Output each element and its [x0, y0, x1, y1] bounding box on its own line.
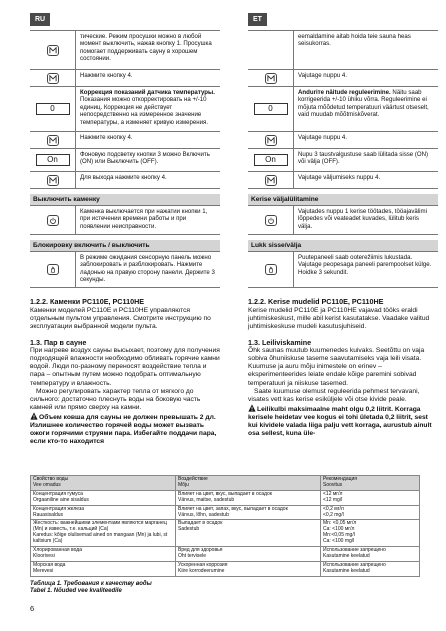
- step-text: [294, 132, 438, 148]
- button-icon-cell: [248, 149, 294, 171]
- column-et: [248, 30, 438, 438]
- step-text: [76, 149, 220, 171]
- step-text: [76, 132, 220, 148]
- step-text: Puutepaneeli saab ooterežiimis lukustada. Vajutage peopesaga paneeli parempoolset külge. Hoidke 3 sekundit.: [298, 254, 432, 276]
- step-row: [248, 70, 438, 87]
- button-icon-cell: [30, 206, 76, 234]
- button-icon-cell: [248, 70, 294, 86]
- button-icon-cell: [248, 206, 294, 234]
- step-row: [30, 132, 220, 149]
- section-heading: Блокировку включить / выключить: [30, 240, 220, 251]
- table-cell: Морская вода Merevesi: [31, 561, 176, 576]
- column-header: Воздействие Mõju: [176, 476, 321, 491]
- button-icon-cell: [30, 252, 76, 287]
- step-text: Vajutades nuppu 1 kerise töötades, tööajavälimi lõppedes või veateadet kuvades, lülitub keris välja.: [298, 208, 427, 230]
- power-icon: [47, 215, 59, 226]
- table-cell: Влияет на цвет, запах, вкус, выпадает в осадок Värvus, lõhn, sadestub: [176, 505, 321, 520]
- step-text: Каменка выключается при нажатии кнопки 1, при истечении времени работы и при появлении неисправности.: [80, 208, 208, 230]
- hand-icon: [265, 264, 277, 275]
- step-row: [30, 172, 220, 189]
- step-row: [248, 251, 438, 288]
- step-row: [30, 70, 220, 87]
- step-row: [248, 87, 438, 132]
- step-body-text: Нажмите кнопку 4.: [80, 72, 133, 79]
- step-text: [294, 172, 438, 188]
- step-body-text: Vajutage nuppu 4.: [298, 134, 348, 141]
- table-cell: Концентрация железа Rauasisaldus: [31, 505, 176, 520]
- table-cell: <12 мг/л <12 mg/l: [321, 490, 420, 505]
- step-bold-text: Коррекция показаний датчика температуры.: [80, 89, 215, 96]
- menu-button-icon: [265, 73, 277, 84]
- step-row: [248, 149, 438, 172]
- step-text: В режиме ожидания сенсорную панель можно заблокировать и разблокировать. Нажмите ладонью на правую сторону панели. Держите 3 секунды.: [80, 254, 215, 284]
- table-row: [31, 561, 420, 576]
- step-body-text: Vajutage nuppu 4.: [298, 72, 348, 79]
- menu-button-icon: [47, 73, 59, 84]
- button-icon-cell: [248, 172, 294, 188]
- table-cell: Выпадает в осадок Sadestub: [176, 520, 321, 547]
- step-row: [30, 31, 220, 70]
- warning: [30, 412, 220, 446]
- step-row: [30, 251, 220, 288]
- step-text: [76, 70, 220, 86]
- step-body-text: Vajutage väljumiseks nuppu 4.: [298, 174, 381, 181]
- table-row: [31, 490, 420, 505]
- step-body-text: Nupu 3 taustvalgustuse saab lülitada sisse (ON) või välja (OFF).: [298, 151, 429, 166]
- step-body-text: Показания можно откорректировать на +/-10 единиц. Коррекция не действует непосредственно на измеренное значение температуры, а изменяет кривую измерения.: [80, 96, 209, 126]
- paragraph: Kerise mudelid PC110E ja PC110HE vajavad tööks eraldi juhtimiskeskust, mille abil kerist kasutatakse. Vaadake valitud juhtimiskeskuse mudeli kasutusjuhiseid.: [248, 306, 430, 330]
- step-text: [76, 87, 220, 131]
- table-cell: Концентрация гумуса Orgaaniline aine sisaldus: [31, 490, 176, 505]
- table-row: [31, 520, 420, 547]
- step-bold-text: Anduriте näitude reguleerimine.: [298, 89, 391, 96]
- column-header: Рекомендация Soovitus: [321, 476, 420, 491]
- step-row: [30, 149, 220, 172]
- warning-text: Объем ковша для сауны не должен превышать 2 дл. Излишнее количество горячей воды может вызвать ожоги горячими струями пара. Избегайте поддачи пара, если кто-то находится: [30, 413, 217, 445]
- table-cell: Хлорированная вода Kloorivesi: [31, 547, 176, 562]
- section-heading: Lukk sisse/välja: [248, 240, 438, 251]
- step-body-text: Näitu saab korrigeerida +/-10 ühiku võrra. Reguleerimine ei mõjuta mõõdetud temperatuuri väärtust otseselt, vaid muudab mõõtmiskõverat.: [298, 89, 429, 119]
- display-value: 0: [254, 103, 288, 115]
- section-heading: Выключить каменку: [30, 194, 220, 205]
- table-cell: Mn: <0,05 мг/л Ca: <100 мг/л Mn:<0,05 mg/l Ca: <100 mg/l: [321, 520, 420, 547]
- display-value: On: [254, 154, 288, 166]
- paragraph: Можно регулировать характер тепла от мягкого до сильного: достаточно плеснуть воды на боковую часть камней или прямо сверху на камни.: [30, 387, 201, 411]
- step-text: [294, 149, 438, 171]
- paragraph: Saate kuumuse olemust reguleerida pehmest tervavani, visates vett kas kerise esikülјele või otse kivide peale.: [248, 387, 420, 403]
- step-text: [294, 31, 438, 69]
- heading-1-3: 1.3. Leiliviskamine: [248, 337, 312, 347]
- step-row: [248, 172, 438, 189]
- button-icon-cell: [30, 87, 76, 131]
- water-quality-table: [30, 475, 420, 577]
- caption-ru: Таблица 1. Требования к качеству воды: [30, 581, 152, 587]
- button-icon-cell: [248, 87, 294, 131]
- button-icon-cell: [30, 31, 76, 69]
- column-ru: [30, 30, 220, 446]
- button-icon-cell: [30, 149, 76, 171]
- menu-button-icon: [47, 135, 59, 146]
- column-header: Свойство воды Vee omadus: [31, 476, 176, 491]
- table-cell: Влияет на цвет, вкус, выпадает в осадок Värvus, maitse, sadestub: [176, 490, 321, 505]
- table-row: [31, 547, 420, 562]
- paragraph: При нагреве воздух сауны высыхает, поэтому для получения подходящей влажности необходимо обливать горячие камни водой. Люди по-разному переносят воздействие тепла и пара – опытным путем можно подобрать оптимальную температуру и влажность.: [30, 347, 220, 387]
- table-cell: Вред для здоровья Oht tervisele: [176, 547, 321, 562]
- button-icon-cell: [248, 132, 294, 148]
- display-value: On: [36, 154, 70, 166]
- lang-tag-ru: RU: [30, 13, 50, 26]
- warning-icon: [248, 404, 256, 412]
- button-icon-cell: [30, 70, 76, 86]
- warning-icon: [30, 412, 38, 420]
- step-row: [248, 132, 438, 149]
- step-body-text: eemaldamine aitab hoida teie sauna heas seisukorras.: [298, 33, 411, 48]
- heading-1-2-2: 1.2.2. Kerise mudelid PC110E, PC110HE: [248, 297, 384, 306]
- button-icon-cell: [30, 172, 76, 188]
- step-row: [248, 31, 438, 70]
- menu-button-icon: [47, 45, 59, 56]
- table-header-row: [31, 476, 420, 491]
- warning: [248, 404, 438, 438]
- section-heading: Kerise väljalülitamine: [248, 194, 438, 205]
- table-cell: Ускоренная коррозия Kiire korrodeerumine: [176, 561, 321, 576]
- step-text: [76, 31, 220, 69]
- button-icon-cell: [30, 132, 76, 148]
- hand-icon: [47, 264, 59, 275]
- steps-table-ru: [30, 30, 220, 189]
- display-value: 0: [36, 103, 70, 115]
- heading-1-3: 1.3. Пар в сауне: [30, 337, 87, 347]
- step-row: [30, 87, 220, 132]
- step-body-text: Для выхода нажмите кнопку 4.: [80, 174, 167, 181]
- paragraph: Каменки моделей PC110E и PC110HE управляются отдельным пультом управления. Смотрите инструкцию по эксплуатации выбранной модели пульта.: [30, 306, 211, 330]
- table-caption: [30, 581, 152, 595]
- table-cell: Использование запрещено Kasutamine keelatud: [321, 547, 420, 562]
- table-cell: Жесткость: важнейшими элементами являются марганец (Mn) и известь, т.е. кальций (Ca) Karedus: kõige olulisemad ained on mangaan (Mn) ja lubi, st kaltsium (Ca): [31, 520, 176, 547]
- step-row: [248, 205, 438, 235]
- steps-table-et: [248, 30, 438, 189]
- table-cell: Использование запрещено Kasutamine keelatud: [321, 561, 420, 576]
- button-icon-cell: [248, 31, 294, 69]
- warning-text: Leilikulbi maksimaalne maht olgu 0,2 liitrit. Korraga kerisele heidetav vee kogus ei tohi ületada 0,2 liitrit, sest kui kividele valada liiga palju vett korraga, aurustub ainult osa sellest, kuna üle-: [248, 405, 432, 437]
- step-body-text: тические. Режим просушки можно в любой момент выключить, нажав кнопку 1. Просушка помогает поддерживать сауну в хорошем состоянии.: [80, 33, 212, 63]
- heading-1-2-2: 1.2.2. Каменки PC110E, PC110HE: [30, 297, 145, 306]
- paragraph: Õhk saunas muutub kuumenedes kuivaks. Seetõttu on vaja sobiva õhuniiskuse tasemе saavutamiseks vaja leili visata. Kuumuse ja auru mõju inimestele on erinev – eksperimenteerides leiate endale kõige paremini sobivad temperatuuri ja niiskuse tasemed.: [248, 347, 425, 387]
- caption-et: Tabel 1. Nõuded vee kvaliteedile: [30, 588, 122, 594]
- table-cell: <0,2 мг/л <0,2 mg/l: [321, 505, 420, 520]
- step-body-text: Нажмите кнопку 4.: [80, 134, 133, 141]
- menu-button-icon: [47, 175, 59, 186]
- step-text: [294, 70, 438, 86]
- step-text: [294, 87, 438, 131]
- power-icon: [265, 215, 277, 226]
- step-body-text: Фоновую подсветку кнопки 3 можно Включить (ON) или Выключить (OFF).: [80, 151, 210, 166]
- menu-button-icon: [265, 175, 277, 186]
- step-text: [76, 172, 220, 188]
- menu-button-icon: [265, 135, 277, 146]
- lang-tag-et: ET: [248, 13, 267, 26]
- step-row: [30, 205, 220, 235]
- page-number: 6: [30, 604, 35, 613]
- table-row: [31, 505, 420, 520]
- button-icon-cell: [248, 252, 294, 287]
